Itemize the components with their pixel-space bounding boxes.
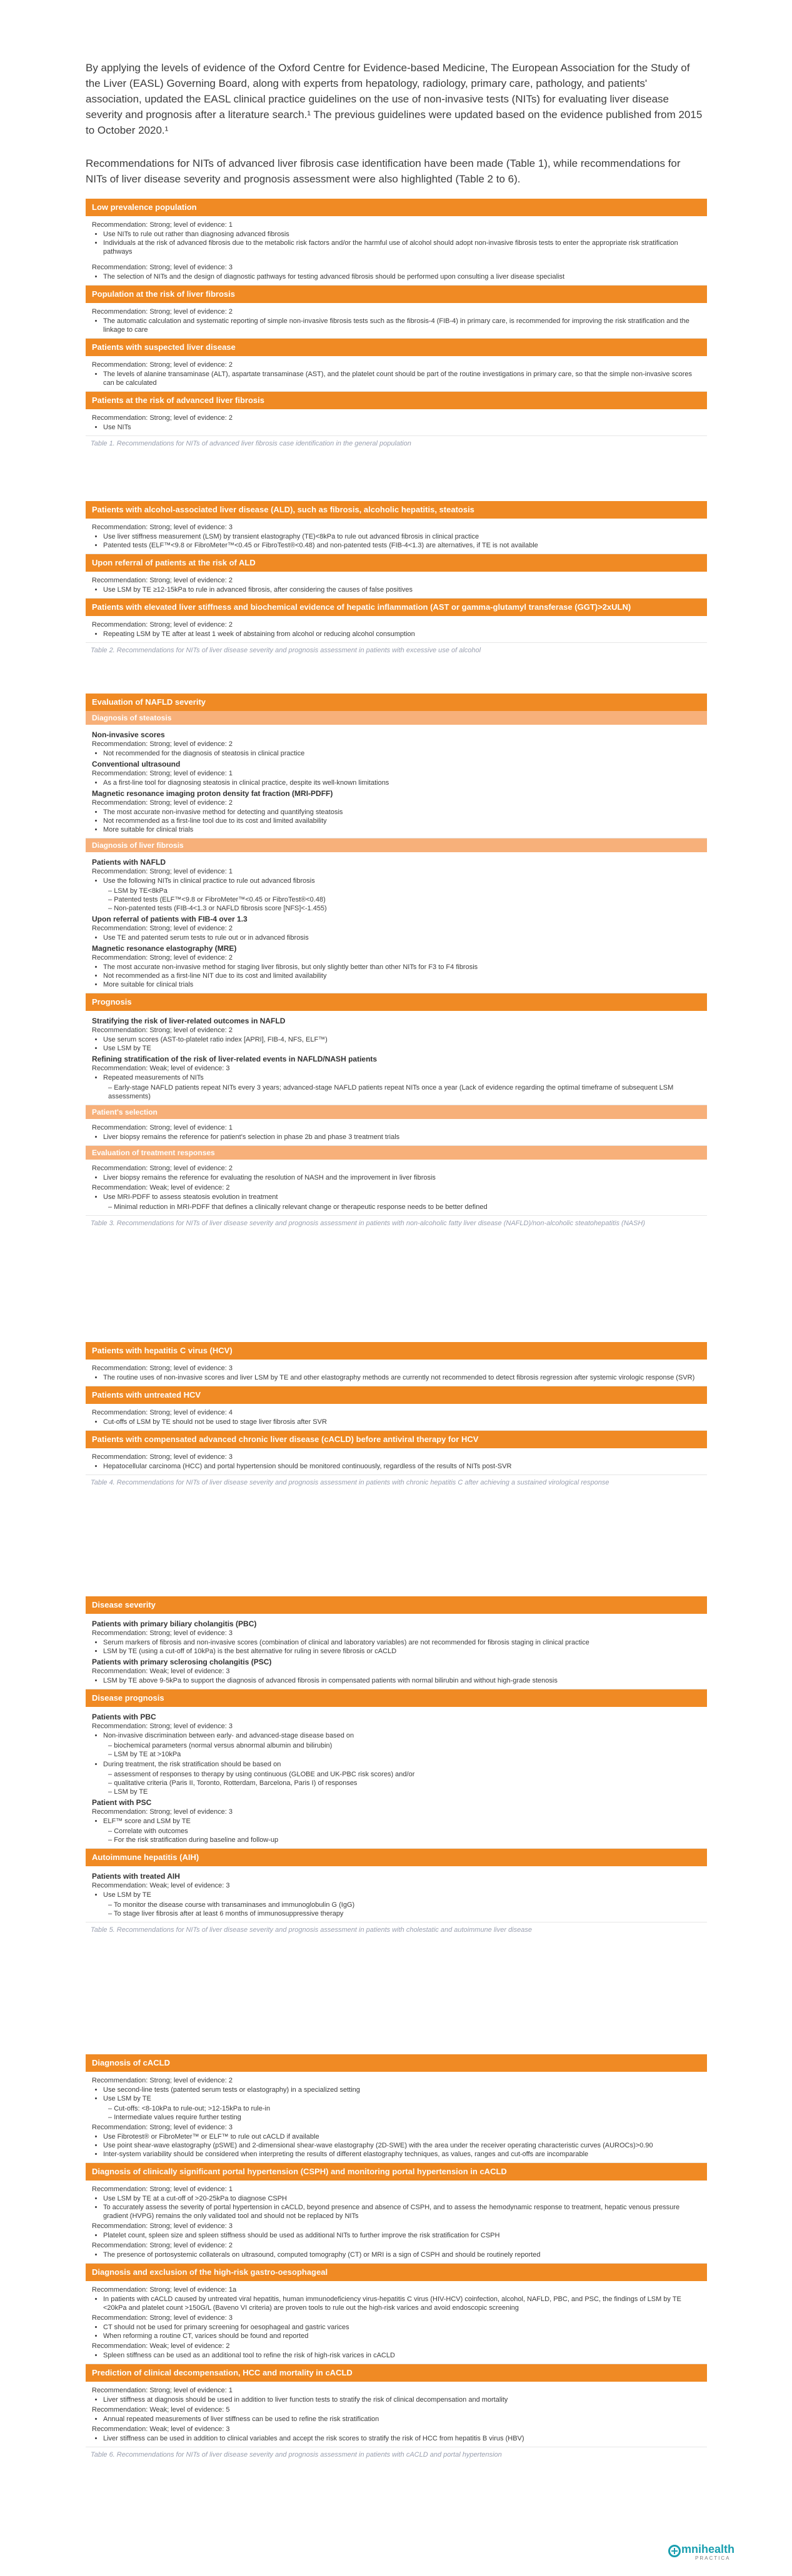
recommendation-level: Recommendation: Weak; level of evidence: 3 — [92, 2425, 230, 2433]
list-item: • Use second-line tests (patented serum tests or elastography) in a specialized setting — [103, 2086, 702, 2094]
list-item: • Use NITs to rule out rather than diagnosing advanced fibrosis — [103, 230, 702, 239]
section-body — [86, 616, 707, 642]
item-title: Magnetic resonance imaging proton density fat fraction (MRI-PDFF) — [92, 789, 333, 798]
recommendation-level: Recommendation: Strong; level of evidence: 1 — [92, 221, 233, 229]
bullet-list — [92, 370, 702, 387]
recommendation-level: Recommendation: Strong; level of evidence: 2 — [92, 740, 233, 748]
list-item: – LSM by TE<8kPa — [108, 887, 702, 895]
list-item: – To stage liver fibrosis after at least 6 months of immunosuppressive therapy — [108, 1909, 702, 1918]
recommendation-level: Recommendation: Strong; level of evidence: 2 — [92, 2077, 233, 2084]
recommendation-level: Recommendation: Weak; level of evidence: 3 — [92, 1065, 230, 1072]
recommendation-level: Recommendation: Strong; level of evidence: 2 — [92, 1165, 233, 1172]
list-item: • The most accurate non-invasive method for staging liver fibrosis, but only slightly better than other NITs for F3 to F4 fibrosis — [103, 963, 702, 972]
list-item: • LSM by TE above 9-5kPa to support the diagnosis of advanced fibrosis in compensated patients with normal bilirubin and without high-grade stenosis — [103, 1676, 702, 1685]
recommendation-level: Recommendation: Strong; level of evidence: 3 — [92, 2124, 233, 2131]
list-item: • The routine uses of non-invasive scores and liver LSM by TE and other elastography methods are currently not recommended to detect fibrosis regression after systemic virologic response (SVR) — [103, 1373, 702, 1382]
recommendation-level: Recommendation: Strong; level of evidence: 1 — [92, 1124, 233, 1131]
section-header: Patients at the risk of advanced liver fibrosis — [86, 392, 707, 409]
section-header: Autoimmune hepatitis (AIH) — [86, 1849, 707, 1866]
table-caption: Table 5. Recommendations for NITs of liver disease severity and prognosis assessment in patients with cholestatic and autoimmune liver disease — [86, 1922, 707, 1934]
recommendation-level: Recommendation: Strong; level of evidence: 2 — [92, 414, 233, 422]
list-item: • Not recommended as a first-line NIT due to its cost and limited availability — [103, 972, 702, 980]
list-item: – Minimal reduction in MRI-PDFF that defines a clinically relevant change or therapeutic response needs to be better defined — [108, 1203, 702, 1211]
list-item: • LSM by TE (using a cut-off of 10kPa) is the best alternative for ruling in severe fibrosis or cACLD — [103, 1647, 702, 1656]
recommendation-level: Recommendation: Strong; level of evidence: 2 — [92, 621, 233, 629]
list-item: • Repeated measurements of NITs — [103, 1073, 702, 1082]
list-item: • Use MRI-PDFF to assess steatosis evolution in treatment — [103, 1193, 702, 1201]
recommendation-level: Recommendation: Strong; level of evidence: 1a — [92, 2286, 237, 2294]
intro-paragraph-1: By applying the levels of evidence of the Oxford Centre for Evidence-based Medicine, The European Association for the Study of the Liver (EASL) Governing Board, along with experts from hepatology, radiology, primary care, pathology, and patients' association, updated the EASL clinical practice guidelines on the use of non-invasive tests (NITs) for evaluating liver disease severity and prognosis after a literature search.¹ The previous guidelines were updated based on the evidence published from 2015 to October 2020.¹ — [86, 62, 703, 136]
recommendation-level: Recommendation: Strong; level of evidence: 2 — [92, 799, 233, 807]
list-item: • Use LSM by TE ≥12-15kPa to rule in advanced fibrosis, after considering the causes of false positives — [103, 585, 702, 594]
list-item: • Liver biopsy remains the reference for evaluating the resolution of NASH and the improvement in liver fibrosis — [103, 1173, 702, 1182]
section-body — [86, 1866, 707, 1922]
section-body — [86, 2382, 707, 2447]
subsection-header: Diagnosis of steatosis — [86, 711, 707, 725]
section-body — [86, 519, 707, 554]
section-body — [86, 409, 707, 435]
list-item: – Early-stage NAFLD patients repeat NITs every 3 years; advanced-stage NAFLD patients repeat NITs once a year (Lack of evidence regarding the optimal timeframe of subsequent LSM assessments) — [108, 1083, 702, 1101]
list-item: • Use serum scores (AST-to-platelet ratio index [APRI], FIB-4, NFS, ELF™) — [103, 1035, 702, 1044]
recommendation-level: Recommendation: Weak; level of evidence: 2 — [92, 1184, 230, 1191]
intro-paragraph-2: Recommendations for NITs of advanced liver fibrosis case identification have been made (Table 1), while recommendations for NITs of liver disease severity and prognosis assessment were also highlighted (Table 2 to 6). — [86, 157, 681, 185]
section-header: Patients with alcohol-associated liver disease (ALD), such as fibrosis, alcoholic hepatitis, steatosis — [86, 501, 707, 519]
table-4 — [86, 1342, 707, 1486]
section-body — [86, 852, 707, 993]
table-6 — [86, 2054, 707, 2459]
item-title: Patient with PSC — [92, 1798, 152, 1807]
bullet-list — [92, 230, 702, 256]
table-1 — [86, 199, 707, 447]
recommendation-level: Recommendation: Strong; level of evidence: 2 — [92, 308, 233, 316]
list-item: – Cut-offs: <8-10kPa to rule-out; >12-15kPa to rule-in — [108, 2104, 702, 2113]
recommendation-level: Recommendation: Strong; level of evidence: 2 — [92, 954, 233, 962]
recommendation-level: Recommendation: Strong; level of evidence: 3 — [92, 1723, 233, 1730]
item-title: Upon referral of patients with FIB-4 over 1.3 — [92, 915, 248, 923]
omnihealth-logo — [668, 2543, 735, 2565]
section-body — [86, 725, 707, 838]
section-header: Low prevalence population — [86, 199, 707, 216]
recommendation-level: Recommendation: Strong; level of evidence: 3 — [92, 1453, 233, 1461]
item-title: Patients with treated AIH — [92, 1872, 180, 1881]
section-body — [86, 1360, 707, 1386]
table-caption: Table 6. Recommendations for NITs of liver disease severity and prognosis assessment in patients with cACLD and portal hypertension — [86, 2447, 707, 2459]
list-item: • Spleen stiffness can be used as an additional tool to refine the risk of high-risk varices in cACLD — [103, 2351, 702, 2360]
list-item: • The most accurate non-invasive method for detecting and quantifying steatosis — [103, 808, 702, 817]
list-item: • Liver stiffness at diagnosis should be used in addition to liver function tests to stratify the risk of clinical decompensation and mortality — [103, 2395, 702, 2404]
list-item: • Repeating LSM by TE after at least 1 week of abstaining from alcohol or reducing alcohol consumption — [103, 630, 702, 639]
section-body — [86, 2281, 707, 2364]
item-title: Conventional ultrasound — [92, 760, 181, 768]
item-title: Magnetic resonance elastography (MRE) — [92, 944, 237, 953]
subsection-header: Diagnosis of liver fibrosis — [86, 838, 707, 852]
table-2 — [86, 501, 707, 654]
list-item: • During treatment, the risk stratification should be based on — [103, 1760, 702, 1769]
recommendation-level: Recommendation: Strong; level of evidence: 1 — [92, 2387, 233, 2394]
list-item: • The levels of alanine transaminase (ALT), aspartate transaminase (AST), and the platelet count should be part of the routine investigations in primary care, so that the simple non-invasive scores can be calculated — [103, 370, 702, 387]
section-body — [86, 1707, 707, 1849]
bullet-list — [92, 317, 702, 334]
recommendation-level: Recommendation: Weak; level of evidence: 3 — [92, 1882, 230, 1889]
list-item: • Use NITs — [103, 423, 702, 432]
list-item: • Liver stiffness can be used in addition to clinical variables and accept the risk scores to stratify the risk of HCC from hepatitis B virus (HBV) — [103, 2434, 702, 2443]
section-body — [86, 1011, 707, 1105]
list-item: • In patients with cACLD caused by untreated viral hepatitis, human immunodeficiency virus-hepatitis C virus (HIV-HCV) coinfection, alcohol, NAFLD, PBC, and PSC, the findings of LSM by TE <20kPa and platelet count >150G/L (Baveno VI criteria) are proven tools to rule out the high-risk varices and avoid endoscopic screening — [103, 2295, 702, 2312]
recommendation-level: Recommendation: Strong; level of evidence: 2 — [92, 1027, 233, 1034]
list-item: • The selection of NITs and the design of diagnostic pathways for testing advanced fibrosis should be performed upon consulting a liver disease specialist — [103, 272, 702, 281]
item-title: Patients with NAFLD — [92, 858, 166, 867]
section-body — [86, 1614, 707, 1689]
list-item: • The presence of portosystemic collaterals on ultrasound, computed tomography (CT) or MRI is a sign of CSPH and should be routinely reported — [103, 2250, 702, 2259]
list-item: • Use Fibrotest® or FibroMeter™ or ELF™ to rule out cACLD if available — [103, 2132, 702, 2141]
logo-subtitle: PRACTICA — [695, 2555, 731, 2561]
recommendation-level: Recommendation: Strong; level of evidence: 2 — [92, 925, 233, 932]
section-header: Patients with elevated liver stiffness and biochemical evidence of hepatic inflammation (AST or gamma-glutamyl transferase (GGT)>2xULN) — [86, 599, 707, 616]
item-title: Patients with PBC — [92, 1713, 156, 1721]
bullet-list — [92, 630, 702, 639]
recommendation-level: Recommendation: Strong; level of evidence: 2 — [92, 2242, 233, 2249]
list-item: – LSM by TE at >10kPa — [108, 1750, 702, 1759]
recommendation-level: Recommendation: Strong; level of evidence: 4 — [92, 1409, 233, 1416]
list-item: • Annual repeated measurements of liver stiffness can be used to refine the risk stratification — [103, 2415, 702, 2424]
list-item: – assessment of responses to therapy by using continuous (GLOBE and UK-PBC risk scores) and/or — [108, 1770, 702, 1779]
list-item: • To accurately assess the severity of portal hypertension in cACLD, beyond presence and absence of CSPH, and to assess the hemodynamic response to treatment, hepatic venous pressure gradient (HVPG) remains the only validated tool and should not be replaced by NITs — [103, 2203, 702, 2220]
list-item: • Liver biopsy remains the reference for patient's selection in phase 2b and phase 3 treatment trials — [103, 1133, 702, 1141]
section-header: Patients with untreated HCV — [86, 1386, 707, 1404]
section-header: Evaluation of NAFLD severity — [86, 694, 707, 711]
list-item: • Inter-system variability should be considered when interpreting the results of different elastography techniques, as values, ranges and cut-offs are incomparable — [103, 2150, 702, 2159]
section-body — [86, 1448, 707, 1474]
section-header: Patients with compensated advanced chronic liver disease (cACLD) before antiviral therapy for HCV — [86, 1431, 707, 1448]
section-body — [86, 1160, 707, 1215]
recommendation-level: Recommendation: Weak; level of evidence: 5 — [92, 2406, 230, 2414]
list-item: • Hepatocellular carcinoma (HCC) and portal hypertension should be monitored continuously, regardless of the results of NITs post-SVR — [103, 1462, 702, 1471]
recommendation-level: Recommendation: Strong; level of evidence: 3 — [92, 524, 233, 531]
recommendation-level: Recommendation: Strong; level of evidence: 3 — [92, 2314, 233, 2322]
list-item: – Non-patented tests (FIB-4<1.3 or NAFLD fibrosis score [NFS]<-1.455) — [108, 904, 702, 913]
list-item: • Non-invasive discrimination between early- and advanced-stage disease based on — [103, 1731, 702, 1740]
list-item: • ELF™ score and LSM by TE — [103, 1817, 702, 1826]
section-header: Patients with hepatitis C virus (HCV) — [86, 1342, 707, 1360]
list-item: • Use point shear-wave elastography (pSWE) and 2-dimensional shear-wave elastography (2D-SWE) with the area under the receiver operating characteristic curves (AUROCs)>0.90 — [103, 2141, 702, 2150]
recommendation-level: Recommendation: Strong; level of evidence: 3 — [92, 264, 233, 271]
bullet-list — [92, 272, 702, 281]
list-item: • Individuals at the risk of advanced fibrosis due to the metabolic risk factors and/or the harmful use of alcohol should adopt non-invasive fibrosis tests to enter the appropriate risk stratification pathways — [103, 239, 702, 256]
section-body — [86, 572, 707, 599]
list-item: • CT should not be used for primary screening for oesophageal and gastric varices — [103, 2323, 702, 2332]
section-header: Disease severity — [86, 1596, 707, 1614]
list-item: – Patented tests (ELF™<9.8 or FibroMeter™<0.45 or FibroTest®<0.48) — [108, 895, 702, 904]
list-item: • Use LSM by TE — [103, 1044, 702, 1053]
table-5 — [86, 1596, 707, 1934]
table-caption: Table 4. Recommendations for NITs of liver disease severity and prognosis assessment in patients with chronic hepatitis C after achieving a sustained virological response — [86, 1474, 707, 1486]
recommendation-level: Recommendation: Strong; level of evidence: 1 — [92, 2186, 233, 2193]
section-body — [86, 303, 707, 339]
recommendation-level: Recommendation: Strong; level of evidence: 1 — [92, 868, 233, 875]
section-header: Disease prognosis — [86, 1689, 707, 1707]
section-header: Diagnosis and exclusion of the high-risk gastro-oesophageal — [86, 2264, 707, 2281]
list-item: • Serum markers of fibrosis and non-invasive scores (combination of clinical and laboratory variables) are not recommended for fibrosis staging in clinical practice — [103, 1638, 702, 1647]
bullet-list — [92, 423, 702, 432]
item-title: Non-invasive scores — [92, 730, 165, 739]
table-caption: Table 2. Recommendations for NITs of liver disease severity and prognosis assessment in patients with excessive use of alcohol — [86, 642, 707, 654]
list-item: • Cut-offs of LSM by TE should not be used to stage liver fibrosis after SVR — [103, 1418, 702, 1426]
list-item: • Patented tests (ELF™<9.8 or FibroMeter™<0.45 or FibroTest®<0.48) and non-patented tests (FIB-4<1.3) are alternatives, if TE is not available — [103, 541, 702, 550]
section-header: Population at the risk of liver fibrosis — [86, 286, 707, 303]
item-title: Refining stratification of the risk of liver-related events in NAFLD/NASH patients — [92, 1055, 378, 1063]
list-item: – For the risk stratification during baseline and follow-up — [108, 1836, 702, 1844]
list-item: • Use TE and patented serum tests to rule out or in advanced fibrosis — [103, 933, 702, 942]
section-body — [86, 356, 707, 392]
recommendation-level: Recommendation: Strong; level of evidence: 3 — [92, 1365, 233, 1372]
section-body — [86, 2072, 707, 2163]
recommendation-level: Recommendation: Strong; level of evidence: 3 — [92, 1808, 233, 1816]
recommendation-level: Recommendation: Strong; level of evidence: 2 — [92, 577, 233, 584]
section-body — [86, 216, 707, 286]
list-item: • Use LSM by TE — [103, 2094, 702, 2103]
bullet-list — [92, 585, 702, 594]
list-item: – biochemical parameters (normal versus abnormal albumin and bilirubin) — [108, 1741, 702, 1750]
list-item: • Use LSM by TE — [103, 1891, 702, 1899]
table-caption: Table 3. Recommendations for NITs of liver disease severity and prognosis assessment in patients with non-alcoholic fatty liver disease (NAFLD)/non-alcoholic steatohepatitis (NASH) — [86, 1215, 707, 1227]
list-item: – LSM by TE — [108, 1788, 702, 1796]
list-item: – To monitor the disease course with transaminases and immunoglobulin G (IgG) — [108, 1901, 702, 1909]
list-item: • As a first-line tool for diagnosing steatosis in clinical practice, despite its well-known limitations — [103, 778, 702, 787]
table-caption: Table 1. Recommendations for NITs of advanced liver fibrosis case identification in the general population — [86, 435, 707, 447]
recommendation-level: Recommendation: Strong; level of evidence: 2 — [92, 361, 233, 369]
section-header: Upon referral of patients at the risk of ALD — [86, 554, 707, 572]
section-header: Diagnosis of clinically significant portal hypertension (CSPH) and monitoring portal hypertension in cACLD — [86, 2163, 707, 2181]
section-body — [86, 2181, 707, 2264]
list-item: • When reforming a routine CT, varices should be found and reported — [103, 2332, 702, 2340]
list-item: • The automatic calculation and systematic reporting of simple non-invasive fibrosis tests such as the fibrosis-4 (FIB-4) in primary care, is recommended for improving the risk stratification and the linkage to care — [103, 317, 702, 334]
subsection-header: Evaluation of treatment responses — [86, 1146, 707, 1160]
section-header: Prognosis — [86, 993, 707, 1011]
list-item: • Use liver stiffness measurement (LSM) by transient elastography (TE)<8kPa to rule out advanced fibrosis in clinical practice — [103, 532, 702, 541]
section-body — [86, 1404, 707, 1431]
recommendation-level: Recommendation: Strong; level of evidence: 1 — [92, 770, 233, 777]
list-item: • Not recommended for the diagnosis of steatosis in clinical practice — [103, 749, 702, 758]
section-header: Patients with suspected liver disease — [86, 339, 707, 356]
section-header: Diagnosis of cACLD — [86, 2054, 707, 2072]
recommendation-level: Recommendation: Strong; level of evidence: 3 — [92, 2222, 233, 2230]
recommendation-level: Recommendation: Weak; level of evidence: 2 — [92, 2342, 230, 2350]
list-item: – Correlate with outcomes — [108, 1827, 702, 1836]
list-item: • Use the following NITs in clinical practice to rule out advanced fibrosis — [103, 877, 702, 885]
table-3 — [86, 694, 707, 1227]
section-body — [86, 1119, 707, 1146]
recommendation-level: Recommendation: Strong; level of evidence: 3 — [92, 1629, 233, 1637]
list-item: – qualitative criteria (Paris II, Toronto, Rotterdam, Barcelona, Paris I) of responses — [108, 1779, 702, 1788]
logo-wordmark: mnihealth — [681, 2543, 735, 2555]
section-header: Prediction of clinical decompensation, HCC and mortality in cACLD — [86, 2364, 707, 2382]
subsection-header: Patient's selection — [86, 1105, 707, 1119]
list-item: • Use LSM by TE at a cut-off of >20-25kPa to diagnose CSPH — [103, 2194, 702, 2203]
item-title: Patients with primary sclerosing cholangitis (PSC) — [92, 1658, 272, 1666]
list-item: • Platelet count, spleen size and spleen stiffness should be used as additional NITs to further improve the risk stratification for CSPH — [103, 2231, 702, 2240]
logo-mark-icon — [668, 2544, 681, 2558]
list-item: • More suitable for clinical trials — [103, 825, 702, 834]
bullet-list — [92, 532, 702, 550]
recommendation-level: Recommendation: Weak; level of evidence: 3 — [92, 1668, 230, 1675]
item-title: Patients with primary biliary cholangitis (PBC) — [92, 1619, 257, 1628]
list-item: • More suitable for clinical trials — [103, 980, 702, 989]
list-item: • Not recommended as a first-line tool due to its cost and limited availability — [103, 817, 702, 825]
intro-text — [86, 60, 704, 204]
item-title: Stratifying the risk of liver-related outcomes in NAFLD — [92, 1017, 286, 1025]
list-item: – Intermediate values require further testing — [108, 2113, 702, 2122]
